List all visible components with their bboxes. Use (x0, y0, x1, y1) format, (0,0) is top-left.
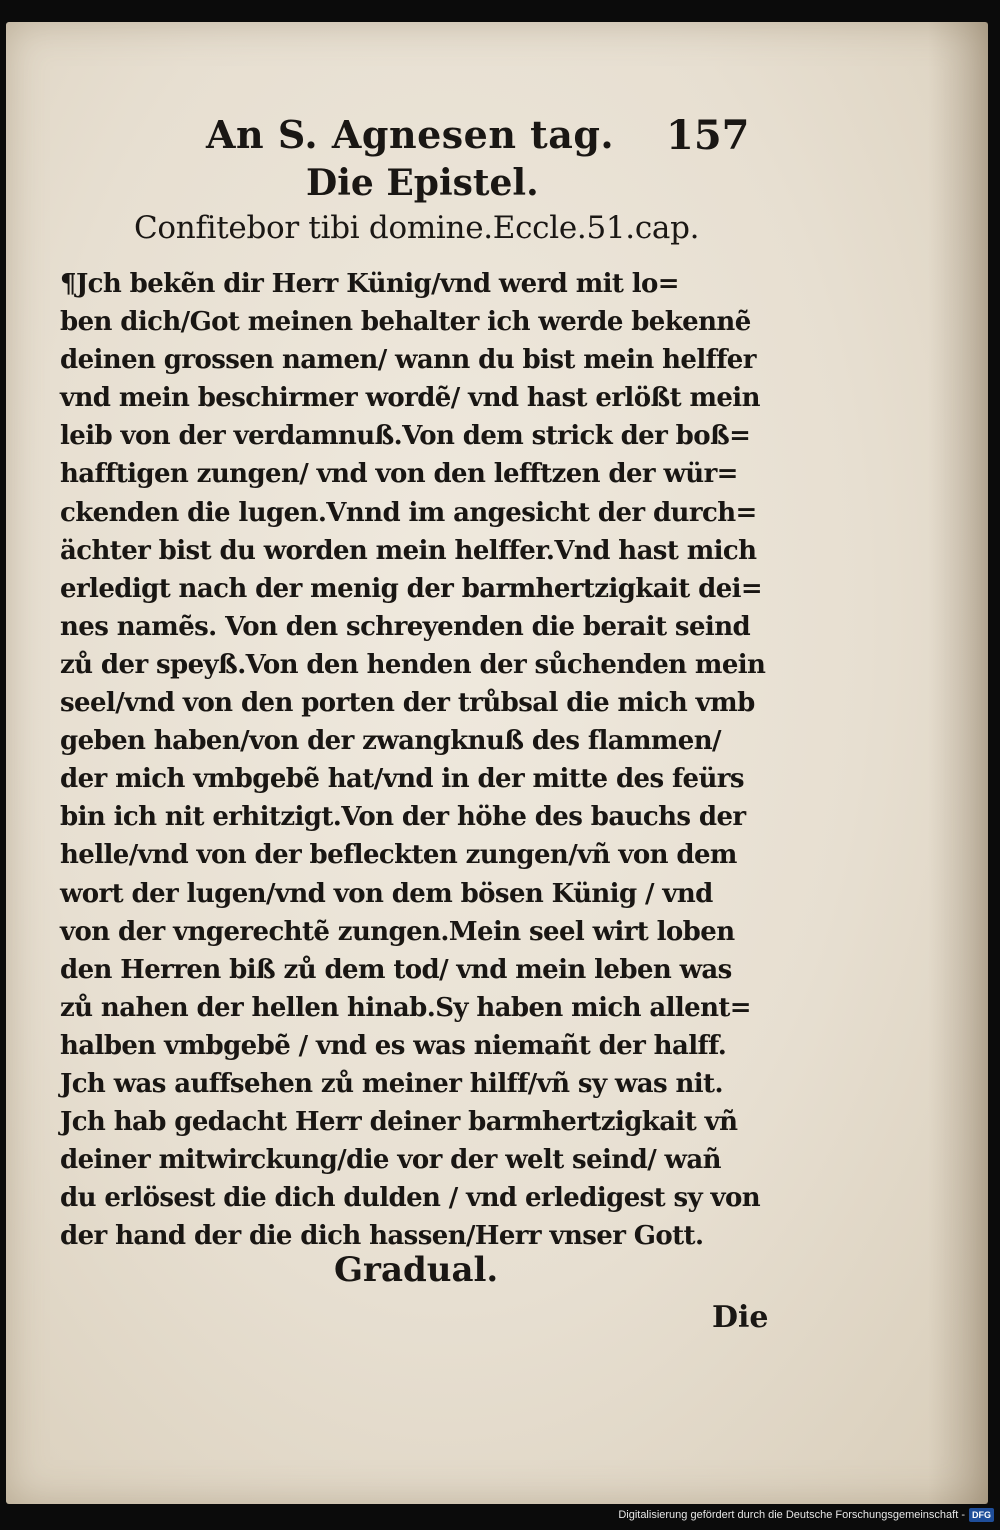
page-number: 157 (666, 112, 750, 159)
text-line: zů nahen der hellen hinab.Sy haben mich allent= (60, 992, 751, 1023)
text-line: leib von der verdamnuß.Von dem strick der boß= (60, 421, 751, 452)
text-line: seel/vnd von den porten der trůbsal die mich vmb (60, 688, 755, 719)
text-line: deinen grossen namen/ wann du bist mein helffer (60, 345, 756, 376)
text-line: halben vmbgebẽ / vnd es was niemañt der halff. (60, 1030, 727, 1061)
text-line: von der vngerechtẽ zungen.Mein seel wirt loben (60, 916, 735, 947)
text-line: den Herren biß zů dem tod/ vnd mein leben was (60, 954, 732, 985)
text-line: du erlösest die dich dulden / vnd erledigest sy von (60, 1183, 761, 1214)
text-line: Jch was auffsehen zů meiner hilff/vñ sy was nit. (60, 1068, 723, 1099)
text-line: erledigt nach der menig der barmhertzigkait dei= (60, 573, 763, 604)
text-line: zů der speyß.Von den henden der sůchenden mein (60, 649, 766, 680)
text-line: wort der lugen/vnd von dem bösen Künig / vnd (60, 878, 713, 909)
text-line: vnd mein beschirmer wordẽ/ vnd hast erlößt mein (60, 383, 760, 414)
catchword: Die (712, 1300, 769, 1335)
text-line: helle/vnd von der befleckten zungen/vñ von dem (60, 840, 737, 871)
text-line: der mich vmbgebẽ hat/vnd in der mitte des feürs (60, 764, 744, 795)
section-heading: Gradual. (334, 1250, 499, 1290)
page-subtitle: Die Epistel. (306, 162, 539, 204)
text-line: ben dich/Got meinen behalter ich werde bekennẽ (60, 307, 751, 338)
credit-text: Digitalisierung gefördert durch die Deutsche Forschungsgemeinschaft - (618, 1509, 965, 1521)
text-line: der hand der die dich hassen/Herr vnser Gott. (60, 1221, 704, 1252)
digitization-credit (618, 1504, 994, 1526)
text-line: bin ich nit erhitzigt.Von der höhe des bauchs der (60, 802, 746, 833)
dfg-logo: DFG (969, 1508, 994, 1522)
text-line: ¶Jch bekẽn dir Herr Künig/vnd werd mit lo= (60, 269, 679, 299)
text-line: geben haben/von der zwangknuß des flammen/ (60, 726, 721, 757)
text-line: hafftigen zungen/ vnd von den lefftzen der wür= (60, 459, 738, 490)
epistle-text (60, 265, 800, 1255)
text-line: Jch hab gedacht Herr deiner barmhertzigkait vñ (60, 1107, 738, 1138)
text-line: ckenden die lugen.Vnnd im angesicht der durch= (60, 497, 757, 528)
scripture-reference: Confitebor tibi domine.Eccle.51.cap. (134, 210, 700, 246)
text-line: ächter bist du worden mein helffer.Vnd hast mich (60, 535, 757, 566)
book-page (6, 22, 988, 1504)
running-head: An S. Agnesen tag. (206, 112, 615, 157)
text-line: deiner mitwirckung/die vor der welt seind/ wañ (60, 1145, 721, 1176)
text-line: nes namẽs. Von den schreyenden die berait seind (60, 611, 751, 642)
